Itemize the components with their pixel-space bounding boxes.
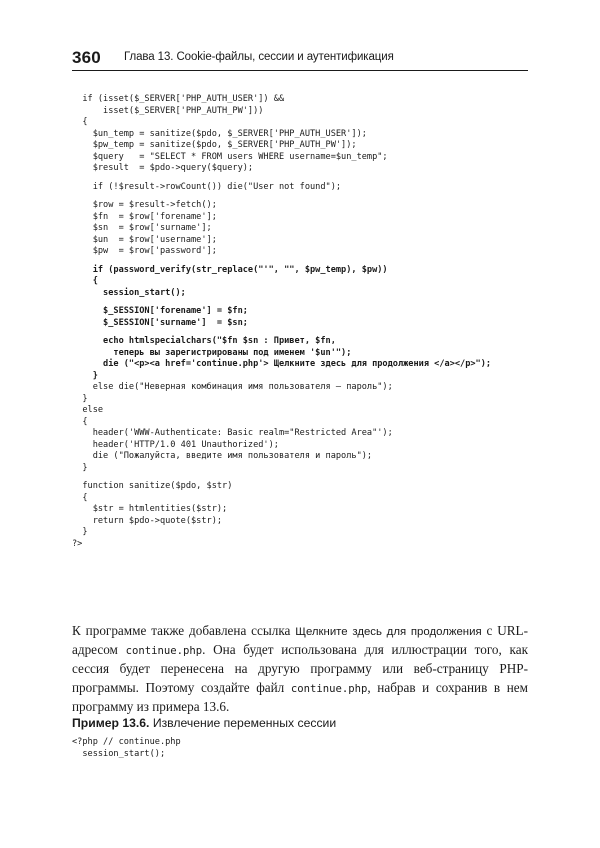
code-line: $sn = $row['surname']; [72, 223, 212, 233]
code-line: $fn = $row['forename']; [72, 211, 217, 222]
code-line: <?php // continue.php [72, 737, 181, 747]
filename-inline: continue.php [125, 645, 203, 658]
code-line: $str = htmlentities($str); [72, 504, 228, 514]
code-line: ?> [72, 538, 83, 549]
chapter-title: Глава 13. Cookie-файлы, сессии и аутентификация [124, 51, 394, 63]
code-line: else die("Неверная комбинация имя пользователя – пароль"); [72, 382, 393, 392]
code-line: $row = $result->fetch(); [72, 200, 217, 210]
paragraph-text: , набрав и сохранив в нем программу из примера 13.6. [72, 679, 528, 714]
body-paragraph [72, 622, 528, 716]
code-line: } [72, 393, 88, 404]
code-listing [72, 94, 542, 550]
code-line: } [72, 370, 98, 381]
paragraph-text: с URL-адресом [72, 623, 528, 658]
code-line: $query = "SELECT * FROM users WHERE username=$un_temp"; [72, 151, 388, 162]
paragraph-text: . Она будет использована для иллюстрации того, как сессия будет перенесена на другую программу или веб-страницу PHP-программы. Поэтому создайте файл [72, 642, 528, 695]
code-line: $_SESSION['surname'] = $sn; [72, 317, 248, 328]
example-code-listing [72, 737, 542, 760]
code-line: $un = $row['username']; [72, 234, 217, 245]
code-line: if (isset($_SERVER['PHP_AUTH_USER']) && [72, 94, 285, 104]
code-line [72, 299, 542, 306]
example-label: Пример 13.6. [72, 716, 150, 730]
page-number: 360 [72, 48, 101, 67]
code-line: header('WWW-Authenticate: Basic realm="Restricted Area"'); [72, 428, 393, 438]
paragraph-text: К программе также добавлена ссылка [72, 623, 296, 638]
code-line: { [72, 416, 88, 427]
code-line: die ("<p><a href='continue.php'> Щелкните здесь для продолжения </a></p>"); [72, 359, 492, 369]
code-line: echo htmlspecialchars("$fn $sn : Привет, $fn, [72, 336, 336, 346]
header-divider [72, 70, 528, 71]
code-line: { [72, 117, 88, 127]
code-line: header('HTTP/1.0 401 Unauthorized'); [72, 439, 279, 450]
example-caption [72, 716, 336, 730]
code-line: $result = $pdo->query($query); [72, 163, 254, 173]
code-line: if (password_verify(str_replace("'", "", $pw_temp), $pw)) [72, 264, 388, 275]
code-line [72, 193, 542, 200]
code-line: } [72, 527, 88, 537]
code-line: { [72, 276, 98, 286]
code-line: теперь вы зарегистрированы под именем '$un'"); [72, 347, 352, 358]
code-line [72, 474, 542, 481]
code-line: if (!$result->rowCount()) die("User not found"); [72, 181, 342, 192]
code-line: return $pdo->quote($str); [72, 515, 223, 526]
link-label-inline: Щелкните здесь для продолжения [295, 626, 482, 638]
example-title: Извлечение переменных сессии [149, 716, 337, 730]
page-header [72, 48, 528, 70]
code-line: function sanitize($pdo, $str) [72, 481, 233, 491]
code-line: $pw = $row['password']; [72, 246, 217, 256]
code-line: $un_temp = sanitize($pdo, $_SERVER['PHP_AUTH_USER']); [72, 128, 367, 139]
code-line: session_start(); [72, 287, 186, 298]
code-line [72, 175, 542, 182]
code-line: isset($_SERVER['PHP_AUTH_PW'])) [72, 105, 264, 116]
code-line [72, 329, 542, 336]
code-line: $_SESSION['forename'] = $fn; [72, 306, 248, 316]
code-line: } [72, 462, 88, 473]
filename-inline: continue.php [290, 682, 368, 695]
code-line: $pw_temp = sanitize($pdo, $_SERVER['PHP_AUTH_PW']); [72, 140, 357, 150]
code-line: die ("Пожалуйста, введите имя пользователя и пароль"); [72, 451, 373, 461]
code-line: session_start(); [72, 748, 166, 759]
code-line: { [72, 492, 88, 503]
code-line: else [72, 405, 104, 415]
code-line [72, 258, 542, 265]
